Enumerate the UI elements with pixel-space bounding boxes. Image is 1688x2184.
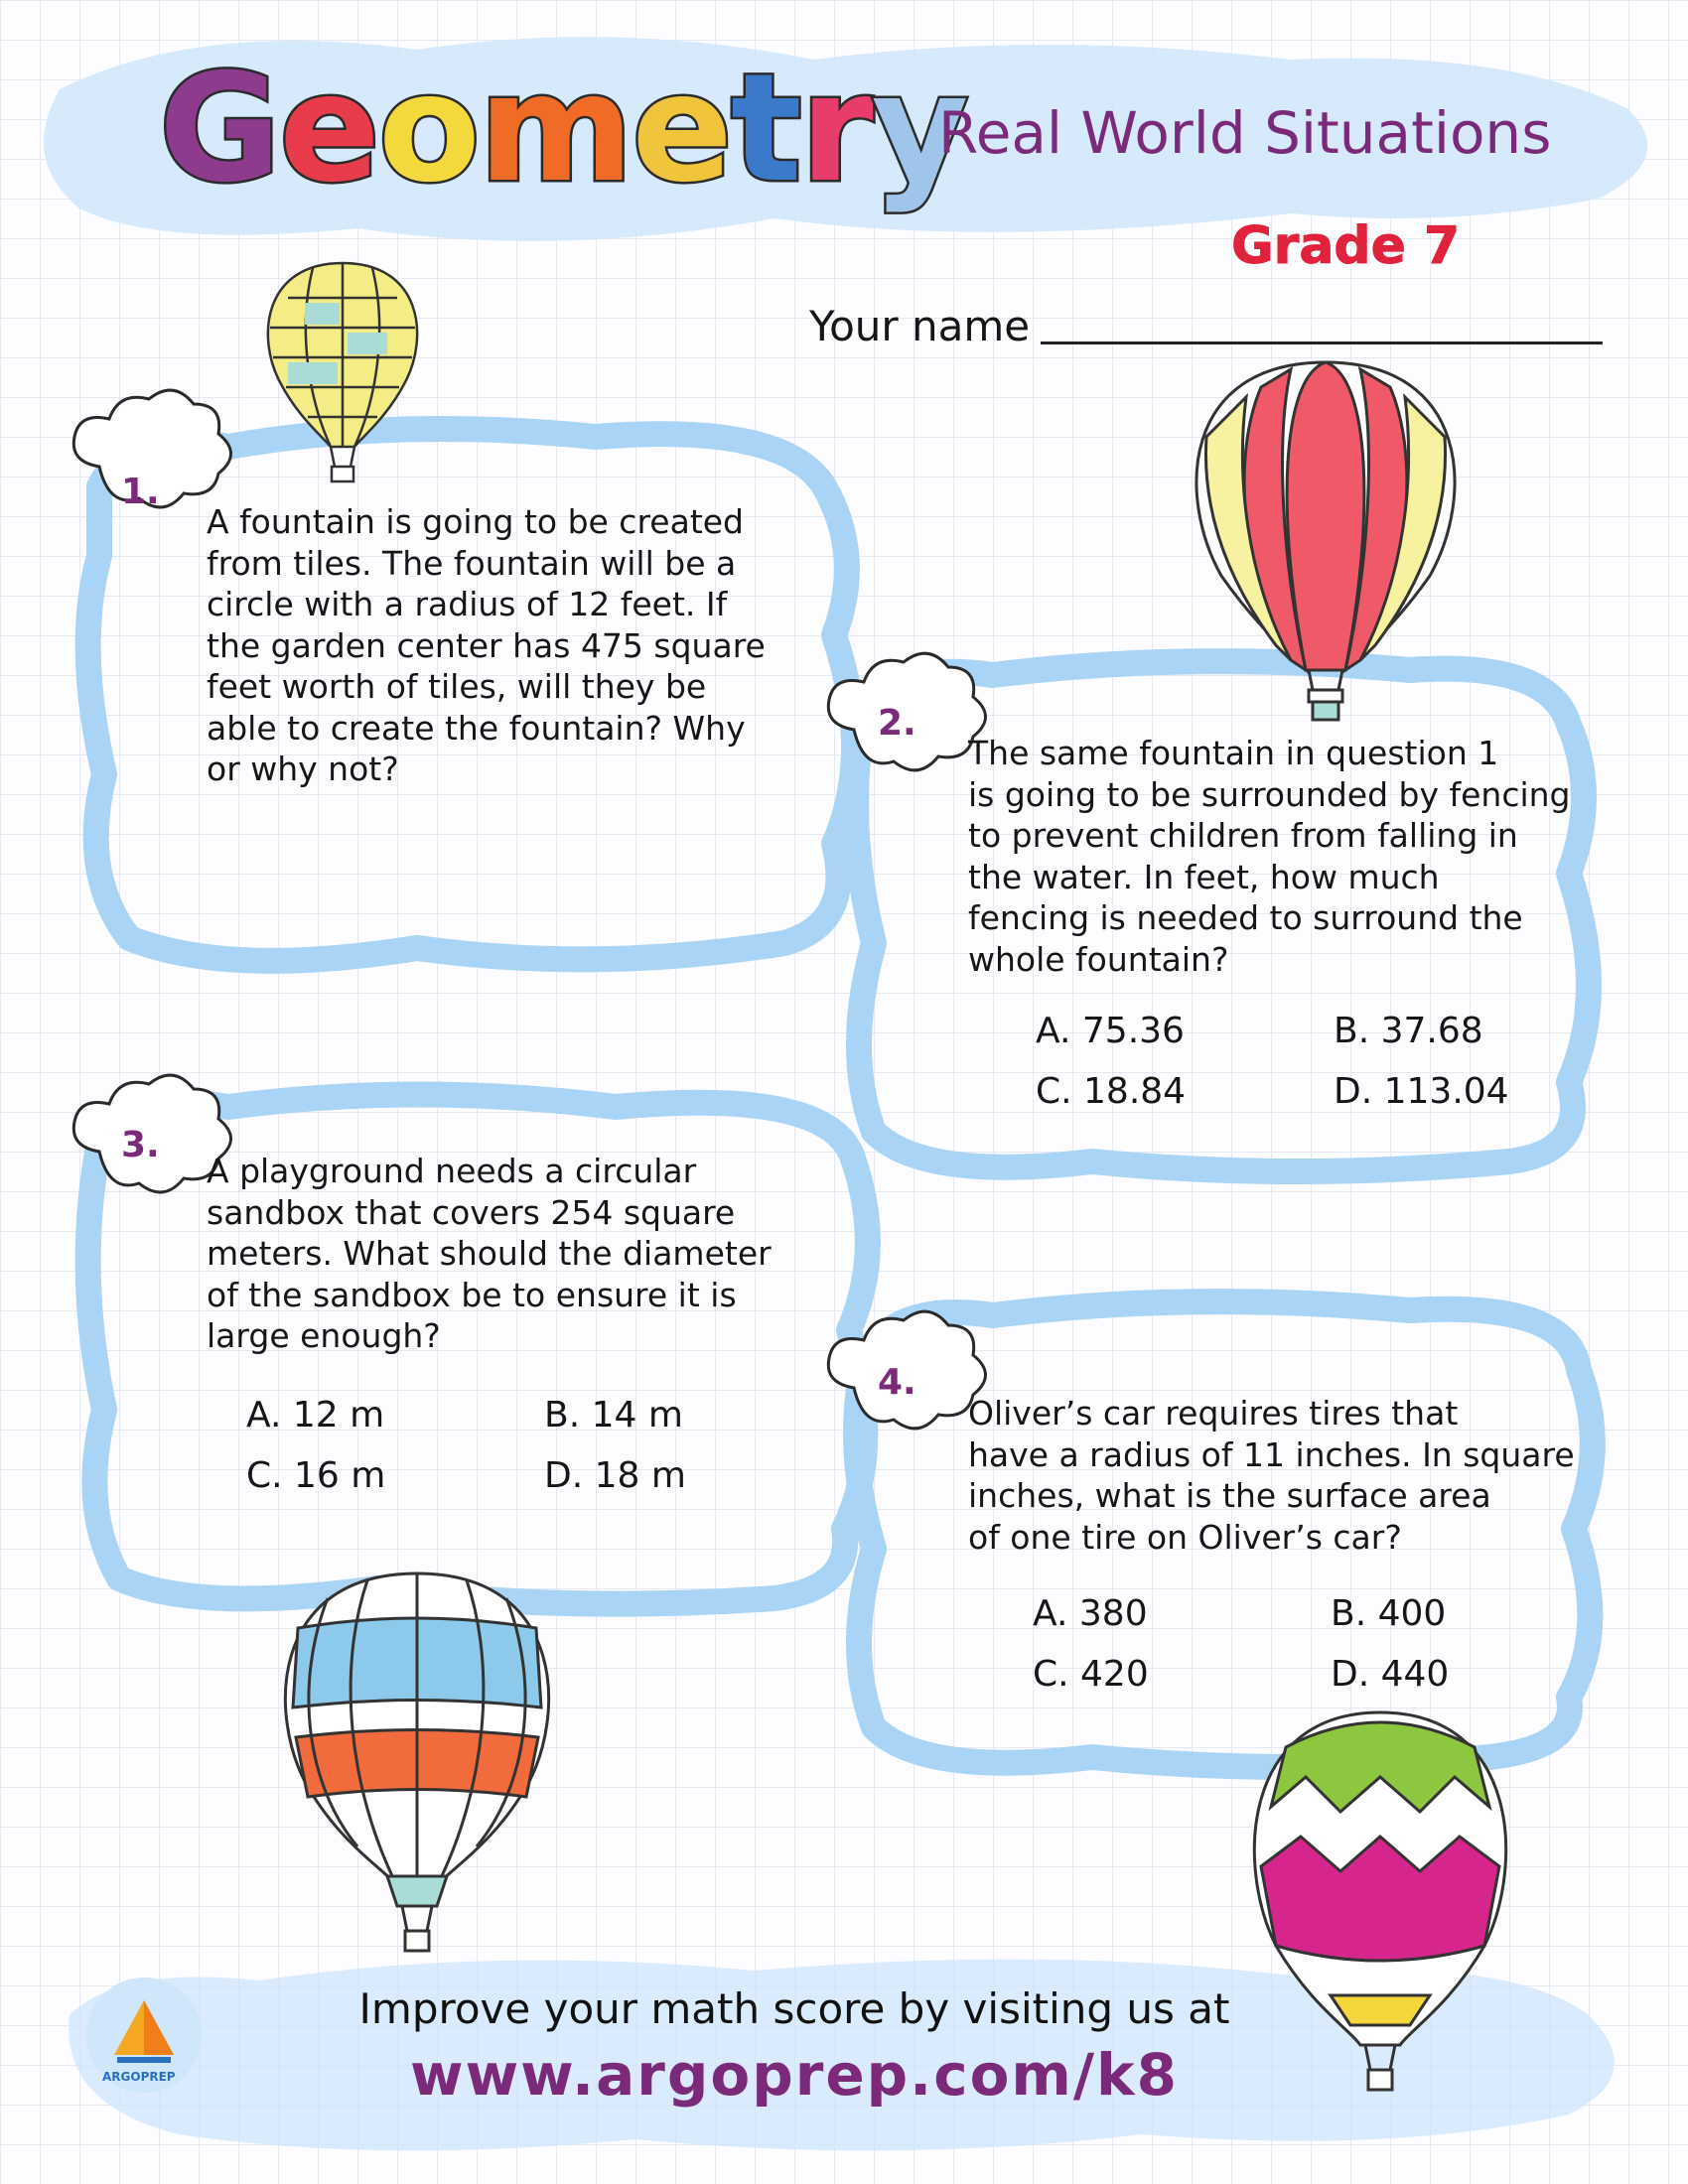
question-line: of the sandbox be to ensure it is xyxy=(207,1275,737,1314)
footer-promo-text: Improve your math score by visiting us at xyxy=(358,1984,1230,2033)
question-line: have a radius of 11 inches. In square xyxy=(968,1434,1575,1474)
answer-option-d[interactable]: D. 440 xyxy=(1331,1654,1450,1695)
question-line: or why not? xyxy=(207,750,399,788)
question-line: inches, what is the surface area xyxy=(968,1476,1491,1515)
question-line: A fountain is going to be created xyxy=(207,502,745,541)
question-line: able to create the fountain? Why xyxy=(207,708,746,748)
question-line: sandbox that covers 254 square xyxy=(207,1192,736,1232)
question-number-1: 1. xyxy=(121,472,160,512)
question-line: The same fountain in question 1 xyxy=(968,734,1499,772)
answer-option-a[interactable]: A. 75.36 xyxy=(1036,1011,1185,1051)
question-1-text xyxy=(207,501,766,790)
question-line: to prevent children from falling in xyxy=(968,816,1518,855)
question-2-text xyxy=(968,733,1571,980)
name-label: Your name xyxy=(809,302,1031,350)
answer-option-b[interactable]: B. 37.68 xyxy=(1334,1011,1483,1051)
question-line: circle with a radius of 12 feet. If xyxy=(207,585,728,623)
question-line: the water. In feet, how much xyxy=(968,857,1440,896)
title-letter: t xyxy=(730,43,800,215)
question-line: meters. What should the diameter xyxy=(207,1234,772,1273)
title-letter: y xyxy=(871,43,967,215)
title-letter: e xyxy=(632,43,731,215)
grade-label: Grade 7 xyxy=(1231,216,1461,276)
worksheet-title xyxy=(159,43,967,215)
question-line: from tiles. The fountain will be a xyxy=(207,543,737,583)
question-line: large enough? xyxy=(207,1316,441,1355)
title-letter: m xyxy=(478,43,633,215)
answer-option-a[interactable]: A. 12 m xyxy=(246,1395,385,1435)
balloon-blue-orange xyxy=(285,1573,548,1951)
answer-option-b[interactable]: B. 14 m xyxy=(544,1395,683,1435)
answer-option-c[interactable]: C. 420 xyxy=(1033,1654,1149,1695)
question-line: the garden center has 475 square xyxy=(207,625,766,665)
name-input-line[interactable] xyxy=(1041,341,1603,344)
question-3-text xyxy=(207,1151,772,1357)
question-line: feet worth of tiles, will they be xyxy=(207,667,707,706)
worksheet-subtitle: Real World Situations xyxy=(938,99,1552,167)
argoprep-logo-text: ARGOPREP xyxy=(102,2070,176,2084)
answer-option-d[interactable]: D. 113.04 xyxy=(1334,1071,1509,1112)
question-number-3: 3. xyxy=(121,1125,160,1165)
answer-option-c[interactable]: C. 16 m xyxy=(246,1455,386,1496)
footer-url-link[interactable]: www.argoprep.com/k8 xyxy=(410,2041,1179,2109)
answer-option-c[interactable]: C. 18.84 xyxy=(1036,1071,1187,1112)
question-line: fencing is needed to surround the xyxy=(968,898,1523,937)
title-letter: G xyxy=(159,43,280,215)
question-line: whole fountain? xyxy=(968,939,1229,979)
question-4-text xyxy=(968,1393,1575,1558)
answer-option-a[interactable]: A. 380 xyxy=(1033,1593,1148,1634)
answer-option-b[interactable]: B. 400 xyxy=(1331,1593,1447,1634)
question-number-4: 4. xyxy=(878,1362,916,1403)
title-letter: r xyxy=(799,43,872,215)
title-letter: o xyxy=(377,43,479,215)
question-line: of one tire on Oliver’s car? xyxy=(968,1517,1402,1557)
question-line: A playground needs a circular xyxy=(207,1152,697,1190)
question-line: is going to be surrounded by fencing xyxy=(968,774,1571,814)
question-line: Oliver’s car requires tires that xyxy=(968,1394,1459,1433)
answer-option-d[interactable]: D. 18 m xyxy=(544,1455,686,1496)
title-letter: e xyxy=(279,43,378,215)
question-number-2: 2. xyxy=(878,703,916,744)
